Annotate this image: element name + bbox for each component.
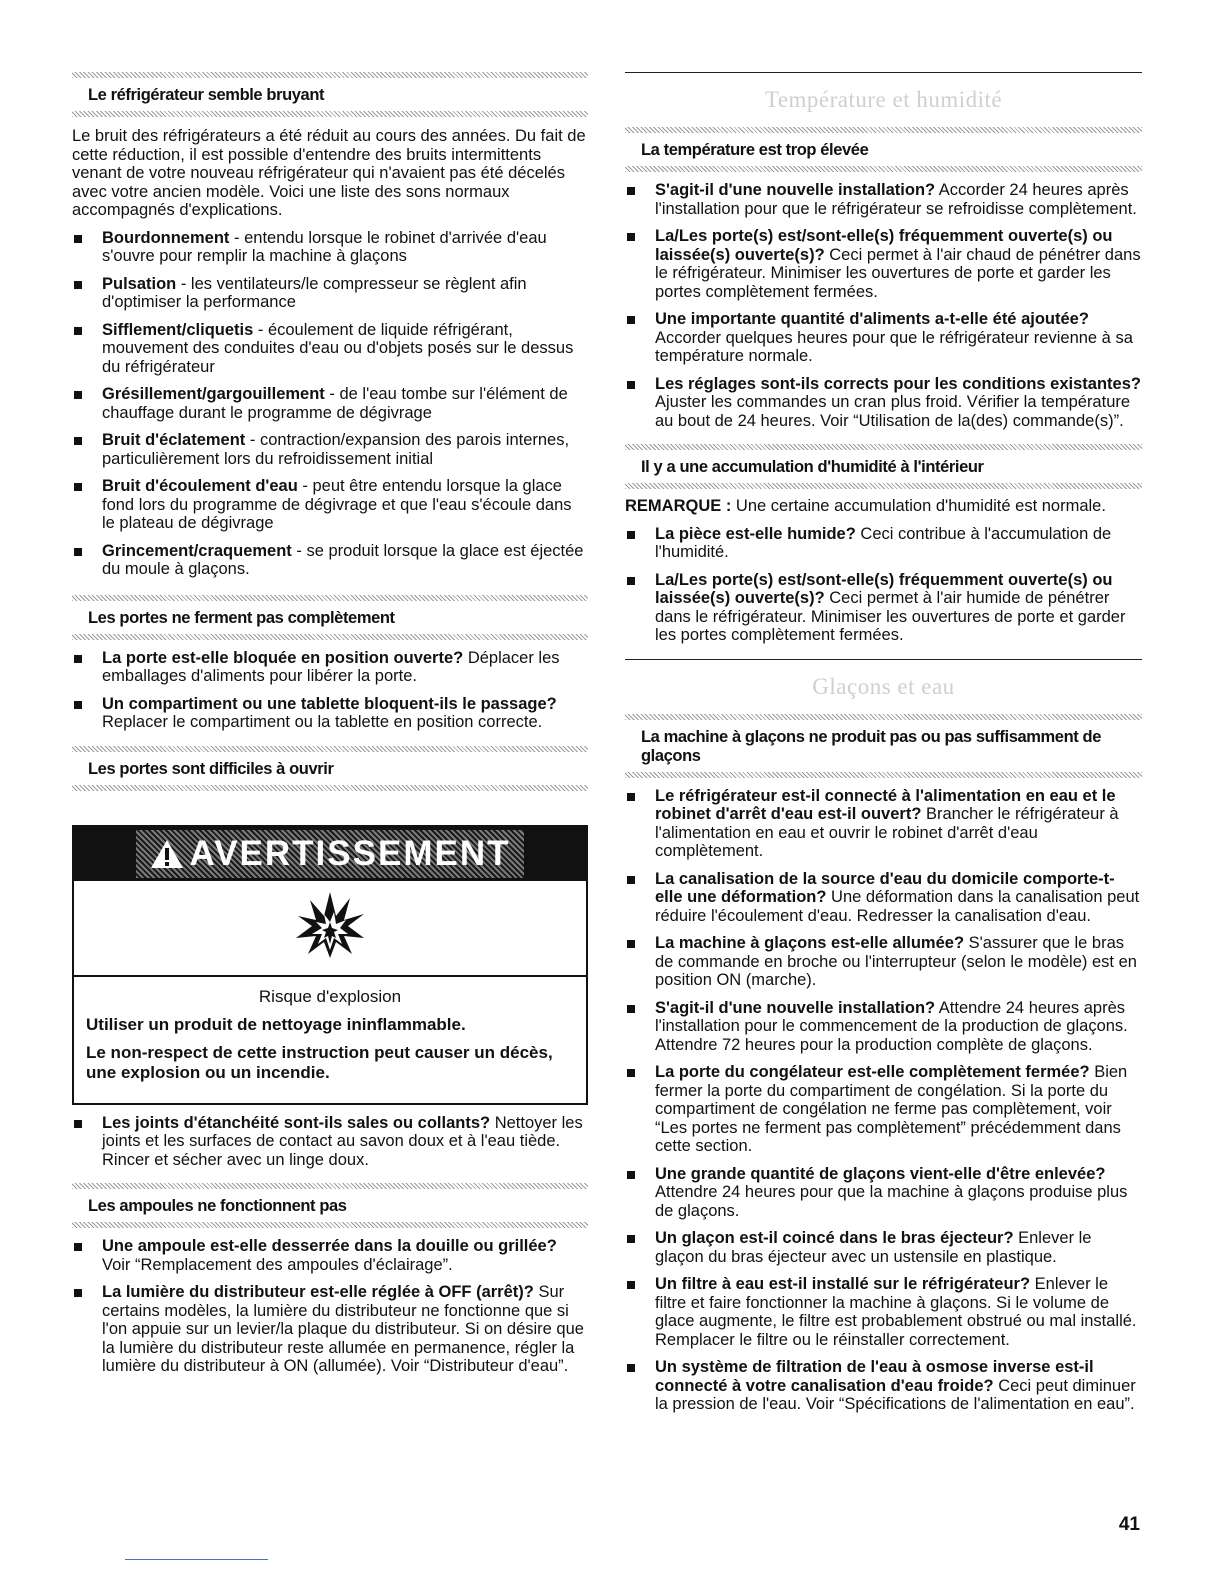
heading-text: Les ampoules ne fonctionnent pas xyxy=(88,1197,347,1215)
item-term: Un compartiment ou une tablette bloquent-ils le passage? xyxy=(102,694,557,713)
list-item xyxy=(72,1283,588,1376)
hatch-divider xyxy=(72,634,588,640)
warning-bar xyxy=(74,827,586,881)
list-item xyxy=(625,1165,1142,1221)
bullet-list xyxy=(72,1237,588,1376)
item-term: Une grande quantité de glaçons vient-elle d'être enlevée? xyxy=(655,1164,1106,1183)
list-item xyxy=(72,1114,588,1170)
heading-text: La machine à glaçons ne produit pas ou pas suffisamment de glaçons xyxy=(641,727,1101,765)
item-text: Attendre 24 heures après l'installation pour le commencement de la production de glaçons. Attendre 72 heures pour la production complète de glaçons. xyxy=(655,998,1128,1054)
warning-body xyxy=(74,977,586,1103)
item-term: Bourdonnement xyxy=(102,228,230,247)
item-text: Déplacer les emballages d'aliments pour libérer la porte. xyxy=(102,648,560,685)
bullet-list xyxy=(625,787,1142,1414)
item-text: Voir “Remplacement des ampoules d'éclairage”. xyxy=(102,1255,453,1274)
item-term: S'agit-il d'une nouvelle installation? xyxy=(655,998,936,1017)
list-item xyxy=(72,385,588,422)
list-item xyxy=(72,431,588,468)
bullet-list xyxy=(625,181,1142,430)
list-item xyxy=(625,870,1142,926)
warning-title: AVERTISSEMENT xyxy=(189,833,511,873)
list-item xyxy=(625,1229,1142,1266)
item-term: La lumière du distributeur est-elle réglée à OFF (arrêt)? xyxy=(102,1283,534,1301)
item-text: - entendu lorsque le robinet d'arrivée d'eau s'ouvre pour remplir la machine à glaçons xyxy=(102,228,547,265)
note-label: REMARQUE : xyxy=(625,497,732,515)
item-term: Grincement/craquement xyxy=(102,541,292,560)
bullet-list xyxy=(72,649,588,732)
list-item xyxy=(625,525,1142,562)
hatch-divider xyxy=(72,1222,588,1228)
item-term: La canalisation de la source d'eau du domicile comporte-t-elle une déformation? xyxy=(655,869,1115,906)
item-term: Grésillement/gargouillement xyxy=(102,385,325,403)
item-term: Un filtre à eau est-il installé sur le réfrigérateur? xyxy=(655,1275,1031,1293)
list-item xyxy=(72,1237,588,1274)
list-item xyxy=(72,477,588,533)
bullet-list xyxy=(72,229,588,579)
item-text: Replacer le compartiment ou la tablette en position correcte. xyxy=(102,713,543,731)
hatch-divider xyxy=(625,166,1142,172)
list-item xyxy=(625,999,1142,1055)
item-text: - de l'eau tombe sur l'élément de chauffage durant le programme de dégivrage xyxy=(102,385,568,422)
item-term: Sifflement/cliquetis xyxy=(102,320,254,339)
hatch-divider xyxy=(625,772,1142,778)
item-text: - contraction/expansion des parois internes, particulièrement lors du refroidissement initial xyxy=(102,431,570,468)
item-text: Ceci permet à l'air humide de pénétrer dans le réfrigérateur. Minimiser les ouvertures de porte et garder les portes complètement fermées. xyxy=(655,589,1126,644)
item-term: Un glaçon est-il coincé dans le bras éjecteur? xyxy=(655,1229,1014,1247)
list-item xyxy=(625,227,1142,301)
item-text: Sur certains modèles, la lumière du distributeur ne fonctionne que si l'on appuie sur un levier/la plaque du distributeur. Si on désire que la lumière du distributeur reste allumée en permanence, régler la lumière du distributeur à ON (allumée). Voir “Distributeur d'eau”. xyxy=(102,1283,584,1375)
right-column xyxy=(625,72,1142,1414)
heading-text: Il y a une accumulation d'humidité à l'intérieur xyxy=(641,458,984,476)
subsection-heading xyxy=(72,78,588,117)
list-item xyxy=(72,649,588,686)
hatch-divider xyxy=(625,483,1142,489)
item-text: Ajuster les commandes un cran plus froid. Vérifier la température au bout de 24 heures. Voir “Utilisation de la(des) commande(s)”. xyxy=(655,393,1131,430)
list-item xyxy=(625,1358,1142,1414)
subsection-humidity xyxy=(625,444,1142,645)
explosion-icon-area xyxy=(74,881,586,977)
list-item xyxy=(72,542,588,579)
warning-triangle-icon xyxy=(150,838,184,870)
list-item xyxy=(625,181,1142,218)
list-item xyxy=(625,310,1142,366)
list-item xyxy=(72,229,588,266)
item-text: S'assurer que le bras de commande en broche ou l'interrupteur (selon le modèle) est en position ON (marche). xyxy=(655,934,1137,989)
subsection-noisy xyxy=(72,72,588,579)
list-item xyxy=(625,571,1142,645)
warning-box xyxy=(72,825,588,1105)
item-text: - se produit lorsque la glace est éjectée du moule à glaçons. xyxy=(102,541,584,578)
subsection-ice-maker xyxy=(625,714,1142,1414)
list-item xyxy=(625,1275,1142,1349)
list-item xyxy=(625,787,1142,861)
item-term: La/Les porte(s) est/sont-elle(s) fréquemment ouverte(s) ou laissée(s) ouverte(s)? xyxy=(655,227,1113,264)
item-text: Ceci peut diminuer la pression de l'eau. Voir “Spécifications de l'alimentation en eau”. xyxy=(655,1376,1136,1413)
heading-text: Le réfrigérateur semble bruyant xyxy=(88,86,325,104)
note-paragraph xyxy=(625,497,1142,516)
warning-banner xyxy=(136,830,525,878)
list-item xyxy=(625,375,1142,431)
item-text: Ceci contribue à l'accumulation de l'humidité. xyxy=(655,524,1112,561)
warning-consequence: Le non-respect de cette instruction peut causer un décès, une explosion ou un incendie. xyxy=(86,1042,553,1082)
section-title-ice: Glaçons et eau xyxy=(625,659,1142,714)
heading-text: Les portes sont difficiles à ouvrir xyxy=(88,759,334,778)
bullet-list xyxy=(72,1114,588,1170)
subsection-too-warm xyxy=(625,127,1142,430)
list-item xyxy=(72,275,588,312)
list-item xyxy=(72,321,588,377)
item-term: Pulsation xyxy=(102,274,177,293)
intro-paragraph: Le bruit des réfrigérateurs a été réduit au cours des années. Du fait de cette réduction, il est possible d'entendre des bruits intermittents venant de votre nouveau réfrigérateur qui n'avaient pas été décelés avec votre ancien modèle. Voici une liste des sons normaux accompagnés d'explications. xyxy=(72,127,586,219)
list-item xyxy=(625,1063,1142,1156)
item-text: Enlever le glaçon du bras éjecteur avec un ustensile en plastique. xyxy=(655,1229,1092,1266)
item-text: Attendre 24 heures pour que la machine à glaçons produise plus de glaçons. xyxy=(655,1183,1128,1220)
note-text: Une certaine accumulation d'humidité est normale. xyxy=(731,497,1106,515)
item-text: Accorder quelques heures pour que le réfrigérateur revienne à sa température normale. xyxy=(655,328,1133,365)
item-term: Bruit d'éclatement xyxy=(102,431,246,449)
heading-text: Les portes ne ferment pas complètement xyxy=(88,608,395,627)
item-term: Les joints d'étanchéité sont-ils sales ou collants? xyxy=(102,1113,491,1132)
item-text: - peut être entendu lorsque la glace fond lors du programme de dégivrage et que l'eau s'écoule dans le plateau de dégivrage xyxy=(102,477,572,532)
item-term: La machine à glaçons est-elle allumée? xyxy=(655,934,965,952)
subsection-doors-hard xyxy=(72,746,588,791)
subsection-gaskets xyxy=(72,1114,588,1170)
hatch-divider xyxy=(72,785,588,791)
item-term: Une importante quantité d'aliments a-t-elle été ajoutée? xyxy=(655,310,1089,328)
item-text: Brancher le réfrigérateur à l'alimentation en eau et ouvrir le robinet d'arrêt d'eau complètement. xyxy=(655,805,1119,860)
item-term: Les réglages sont-ils corrects pour les conditions existantes? xyxy=(655,374,1141,393)
subsection-bulbs xyxy=(72,1183,588,1376)
item-text: Bien fermer la porte du compartiment de congélation. Si la porte du compartiment de congélation ne ferme pas complètement, voir “Les portes ne ferment pas complètement” précédemment dans cette section. xyxy=(655,1063,1128,1155)
item-term: Le réfrigérateur est-il connecté à l'alimentation en eau et le robinet d'arrêt d'eau est-il ouvert? xyxy=(655,786,1116,823)
item-text: - les ventilateurs/le compresseur se règlent afin d'optimiser la performance xyxy=(102,274,527,311)
section-title-temperature: Température et humidité xyxy=(625,72,1142,127)
list-item xyxy=(72,695,588,732)
item-term: Une ampoule est-elle desserrée dans la douille ou grillée? xyxy=(102,1237,557,1255)
warning-instruction: Utiliser un produit de nettoyage ininflammable. xyxy=(86,1014,466,1034)
list-item xyxy=(625,934,1142,990)
item-text: Accorder 24 heures après l'installation pour que le réfrigérateur se refroidisse complètement. xyxy=(655,181,1137,218)
item-text: Nettoyer les joints et les surfaces de contact au savon doux et à l'eau tiède. Rincer et sécher avec un linge doux. xyxy=(102,1113,583,1169)
item-text: Enlever le filtre et faire fonctionner la machine à glaçons. Si le volume de glace augmente, le filtre est probablement obstrué ou mal installé. Remplacer le filtre ou le réinstaller correctement. xyxy=(655,1275,1137,1349)
item-term: La porte du congélateur est-elle complètement fermée? xyxy=(655,1063,1090,1081)
item-term: S'agit-il d'une nouvelle installation? xyxy=(655,181,936,199)
explosion-icon xyxy=(290,888,370,968)
item-term: La/Les porte(s) est/sont-elle(s) fréquemment ouverte(s) ou laissée(s) ouverte(s)? xyxy=(655,570,1113,607)
bullet-list xyxy=(625,525,1142,645)
warning-hazard: Risque d'explosion xyxy=(258,986,402,1006)
item-term: La pièce est-elle humide? xyxy=(655,524,856,543)
item-text: - écoulement de liquide réfrigérant, mouvement des conduites d'eau ou d'objets posés sur le dessus du réfrigérateur xyxy=(102,320,574,376)
page-number: 41 xyxy=(1118,1514,1140,1535)
item-text: Une déformation dans la canalisation peut réduire l'écoulement d'eau. Redresser la canalisation d'eau. xyxy=(655,888,1140,925)
subsection-doors-not-close xyxy=(72,595,588,732)
link-underline xyxy=(125,1559,268,1560)
heading-text: La température est trop élevée xyxy=(641,141,869,159)
item-term: La porte est-elle bloquée en position ouverte? xyxy=(102,648,464,667)
item-text: Ceci permet à l'air chaud de pénétrer dans le réfrigérateur. Minimiser les ouvertures de porte et garder les portes complètement fermées. xyxy=(655,245,1141,301)
hatch-divider xyxy=(72,111,588,117)
item-term: Bruit d'écoulement d'eau xyxy=(102,477,298,495)
item-term: Un système de filtration de l'eau à osmose inverse est-il connecté à votre canalisation d'eau froide? xyxy=(655,1358,1094,1395)
left-column xyxy=(72,72,588,1376)
